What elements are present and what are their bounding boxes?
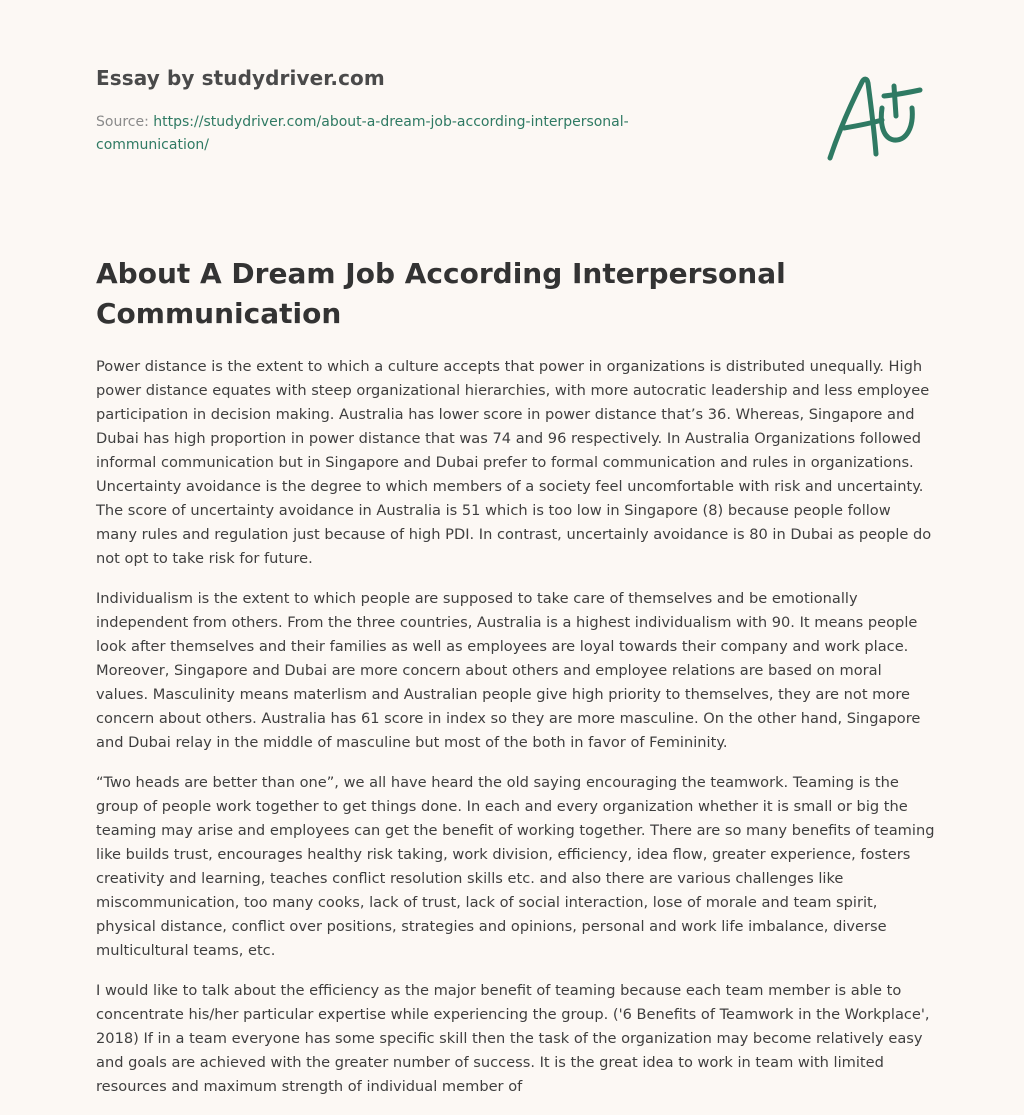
header — [96, 0, 932, 220]
a-plus-logo-icon — [824, 68, 926, 164]
source-line — [96, 111, 716, 157]
paragraph: Individualism is the extent to which people are supposed to take care of themselves and be emotionally independent from others. From the three countries, Australia is a highest individualism with 90. It means people look after themselves and their families as well as employees are loyal towards their company and work place. Moreover, Singapore and Dubai are more concern about others and employee relations are based on moral values. Masculinity means materlism and Australian people give high priority to themselves, they are not more concern about others. Australia has 61 score in index so they are more masculine. On the other hand, Singapore and Dubai relay in the middle of masculine but most of the both in favor of Femininity. — [96, 590, 921, 751]
paragraph: “Two heads are better than one”, we all have heard the old saying encouraging the teamwork. Teaming is the group of people work together to get things done. In each and every organization whether it is small or big the teaming may arise and employees can get the benefit of working together. There are so many benefits of teaming like builds trust, encourages healthy risk taking, work division, efficiency, idea flow, greater experience, fosters creativity and learning, teaches conflict resolution skills etc. and also there are various challenges like miscommunication, too many cooks, lack of trust, lack of social interaction, lose of morale and team spirit, physical distance, conflict over positions, strategies and opinions, personal and work life imbalance, diverse multicultural teams, etc. — [96, 774, 935, 959]
article-body — [96, 355, 936, 1115]
brand-title: Essay by studydriver.com — [96, 66, 385, 90]
paragraph: Power distance is the extent to which a culture accepts that power in organizations is distributed unequally. High power distance equates with steep organizational hierarchies, with more autocratic leadership and less employee participation in decision making. Australia has lower score in power distance that’s 36. Whereas, Singapore and Dubai has high proportion in power distance that was 74 and 96 respectively. In Australia Organizations followed informal communication but in Singapore and Dubai prefer to formal communication and rules in organizations. Uncertainty avoidance is the degree to which members of a society feel uncomfortable with risk and uncertainty. The score of uncertainty avoidance in Australia is 51 which is too low in Singapore (8) because people follow many rules and regulation just because of high PDI. In contrast, uncertainly avoidance is 80 in Dubai as people do not opt to take risk for future. — [96, 358, 932, 567]
article-title: About A Dream Job According Interpersonal Communication — [96, 257, 786, 330]
paragraph: I would like to talk about the efficiency as the major benefit of teaming because each team member is able to concentrate his/her particular expertise while experiencing the group. ('6 Benefits of Teamwork in the Workplace', 2018) If in a team everyone has some specific skill then the task of the organization may become relatively easy and goals are achieved with the greater number of success. It is the great idea to work in team with limited resources and maximum strength of individual member of — [96, 982, 930, 1095]
source-label: Source: — [96, 114, 154, 130]
page — [96, 0, 935, 1095]
source-link[interactable]: https://studydriver.com/about-a-dream-job-according-interpersonal-communication/ — [96, 114, 629, 153]
